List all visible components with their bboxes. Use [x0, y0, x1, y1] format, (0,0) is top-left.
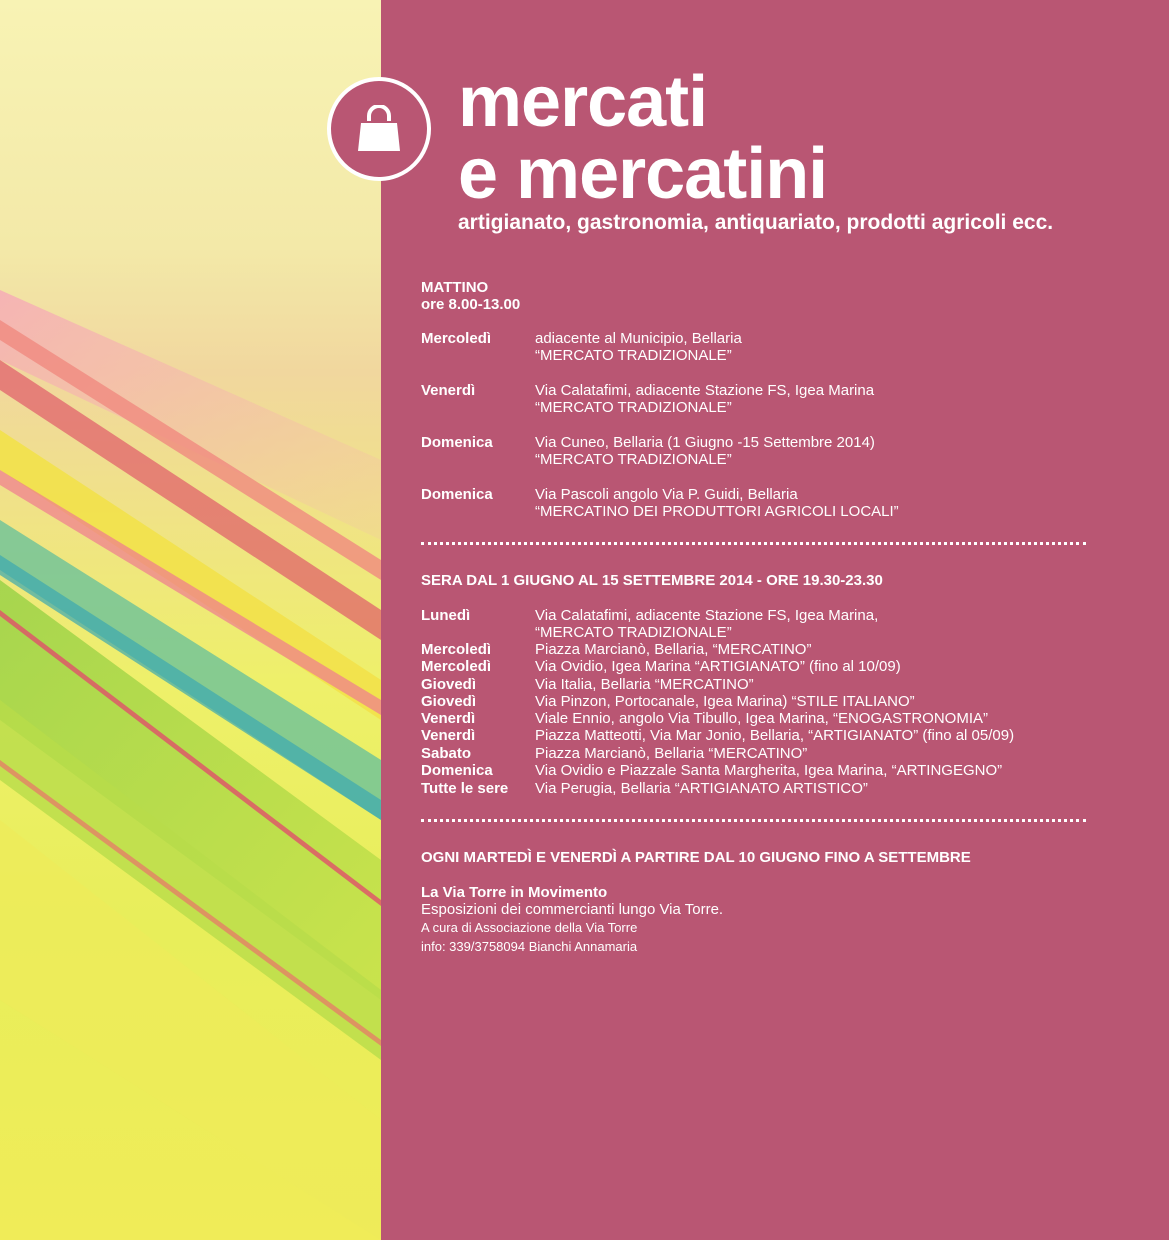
- morning-row-day: Mercoledì: [421, 330, 492, 347]
- page-title: [458, 62, 828, 214]
- evening-heading: SERA DAL 1 GIUGNO AL 15 SETTEMBRE 2014 - ORE 19.30-23.30: [421, 572, 883, 589]
- morning-row-market: “MERCATINO DEI PRODUTTORI AGRICOLI LOCALI”: [535, 503, 899, 520]
- evening-row-market: “MERCATO TRADIZIONALE”: [535, 624, 732, 641]
- title-line-2: e mercatini: [458, 134, 828, 214]
- evening-row-day: Venerdì: [421, 727, 476, 744]
- event-title: La Via Torre in Movimento: [421, 884, 608, 901]
- evening-row-desc: Via Ovidio e Piazzale Santa Margherita, Igea Marina, “ARTINGEGNO”: [535, 762, 1003, 779]
- evening-row-day: Venerdì: [421, 710, 476, 727]
- morning-row-location: Via Pascoli angolo Via P. Guidi, Bellaria: [535, 486, 798, 503]
- section-divider: [421, 819, 1086, 822]
- morning-row-location: Via Cuneo, Bellaria (1 Giugno -15 Settembre 2014): [535, 434, 875, 451]
- evening-row-desc: Via Ovidio, Igea Marina “ARTIGIANATO” (fino al 10/09): [535, 658, 901, 675]
- event-organizer: A cura di Associazione della Via Torre: [421, 920, 638, 935]
- abstract-streaks-graphic: [0, 0, 381, 1240]
- title-line-1: mercati: [458, 62, 708, 142]
- evening-row-day: Lunedì: [421, 607, 471, 624]
- event-info: info: 339/3758094 Bianchi Annamaria: [421, 939, 638, 954]
- morning-hours: ore 8.00-13.00: [421, 296, 521, 313]
- extra-heading: OGNI MARTEDÌ E VENERDÌ A PARTIRE DAL 10 GIUGNO FINO A SETTEMBRE: [421, 849, 971, 866]
- evening-row-day: Domenica: [421, 762, 493, 779]
- morning-row-day: Domenica: [421, 486, 493, 503]
- evening-row-desc: Piazza Marcianò, Bellaria, “MERCATINO”: [535, 641, 812, 658]
- morning-row-market: “MERCATO TRADIZIONALE”: [535, 399, 732, 416]
- evening-row-day: Sabato: [421, 745, 472, 762]
- evening-row-day: Giovedì: [421, 676, 477, 693]
- shopping-bag-badge: [327, 77, 431, 181]
- evening-row-desc: Via Calatafimi, adiacente Stazione FS, Igea Marina,: [535, 607, 879, 624]
- section-divider: [421, 542, 1086, 545]
- evening-row-desc: Piazza Marcianò, Bellaria “MERCATINO”: [535, 745, 808, 762]
- evening-row-desc: Via Perugia, Bellaria “ARTIGIANATO ARTISTICO”: [535, 780, 868, 797]
- evening-row-day: Mercoledì: [421, 641, 492, 658]
- event-description: Esposizioni dei commercianti lungo Via Torre.: [421, 901, 724, 918]
- page-subtitle: artigianato, gastronomia, antiquariato, prodotti agricoli ecc.: [458, 211, 1054, 234]
- morning-row-market: “MERCATO TRADIZIONALE”: [535, 347, 732, 364]
- evening-row-day: Tutte le sere: [421, 780, 509, 797]
- evening-row-desc: Via Italia, Bellaria “MERCATINO”: [535, 676, 754, 693]
- evening-row-desc: Piazza Matteotti, Via Mar Jonio, Bellaria, “ARTIGIANATO” (fino al 05/09): [535, 727, 1015, 744]
- morning-row-location: adiacente al Municipio, Bellaria: [535, 330, 742, 347]
- morning-heading: MATTINO: [421, 279, 489, 296]
- evening-row-day: Giovedì: [421, 693, 477, 710]
- morning-row-location: Via Calatafimi, adiacente Stazione FS, Igea Marina: [535, 382, 875, 399]
- shopping-bag-icon: [357, 105, 401, 153]
- evening-row-desc: Viale Ennio, angolo Via Tibullo, Igea Marina, “ENOGASTRONOMIA”: [535, 710, 988, 727]
- evening-row-desc: Via Pinzon, Portocanale, Igea Marina) “STILE ITALIANO”: [535, 693, 915, 710]
- morning-row-day: Venerdì: [421, 382, 476, 399]
- evening-row-day: Mercoledì: [421, 658, 492, 675]
- decorative-abstract-image: [0, 0, 381, 1240]
- morning-row-day: Domenica: [421, 434, 493, 451]
- morning-row-market: “MERCATO TRADIZIONALE”: [535, 451, 732, 468]
